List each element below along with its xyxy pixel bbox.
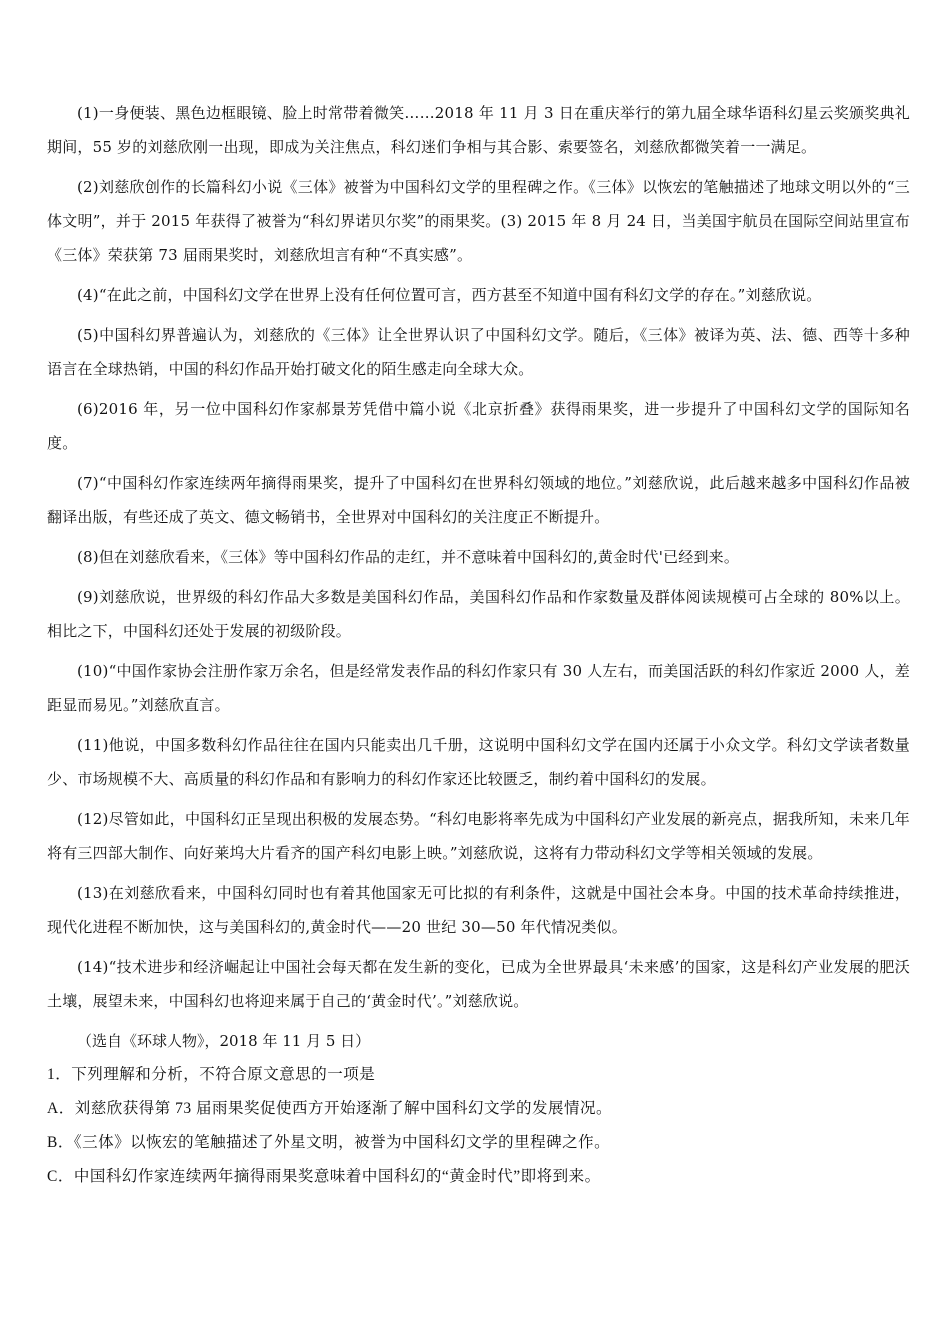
article-source: （选自《环球人物》，2018 年 11 月 5 日）: [77, 1032, 371, 1050]
paragraph-10: (10)“中国作家协会注册作家万余名，但是经常发表作品的科幻作家只有 30 人左右，而美国活跃的科幻作家近 2000 人，差距显而易见。”刘慈欣直言。: [47, 662, 910, 714]
paragraph-7: (7)“中国科幻作家连续两年摘得雨果奖，提升了中国科幻在世界科幻领域的地位。”刘慈欣说，此后越来越多中国科幻作品被翻译出版，有些还成了英文、德文畅销书，全世界对中国科幻的关注度正不断提升。: [47, 474, 910, 526]
paragraph-12: (12)尽管如此，中国科幻正呈现出积极的发展态势。“科幻电影将率先成为中国科幻产业发展的新亮点，据我所知，未来几年将有三四部大制作、向好莱坞大片看齐的国产科幻电影上映。”刘慈欣说，这将有力带动科幻文学等相关领域的发展。: [47, 810, 910, 862]
option-b: B．《三体》以恢宏的笔触描述了外星文明，被誉为中国科幻文学的里程碑之作。: [47, 1134, 611, 1151]
paragraph-2: (2)刘慈欣创作的长篇科幻小说《三体》被誉为中国科幻文学的里程碑之作。《三体》以恢宏的笔触描述了地球文明以外的“三体文明”，并于 2015 年获得了被誉为“科幻界诺贝尔奖”的雨果奖。(3) 2015 年 8 月 24 日，当美国宇航员在国际空间站里宣布《三体》荣获第 73 届雨果奖时，刘慈欣坦言有种“不真实感”。: [47, 178, 910, 264]
paragraph-13: (13)在刘慈欣看来，中国科幻同时也有着其他国家无可比拟的有利条件，这就是中国社会本身。中国的技术革命持续推进，现代化进程不断加快，这与美国科幻的,黄金时代——20 世纪 30—50 年代情况类似。: [47, 884, 910, 936]
paragraph-11: (11)他说，中国多数科幻作品往往在国内只能卖出几千册，这说明中国科幻文学在国内还属于小众文学。科幻文学读者数量少、市场规模不大、高质量的科幻作品和有影响力的科幻作家还比较匮乏，制约着中国科幻的发展。: [47, 736, 910, 788]
paragraph-9: (9)刘慈欣说，世界级的科幻作品大多数是美国科幻作品，美国科幻作品和作家数量及群体阅读规模可占全球的 80%以上。相比之下，中国科幻还处于发展的初级阶段。: [47, 588, 910, 640]
question-block: [47, 1058, 910, 1194]
paragraph-8: (8)但在刘慈欣看来，《三体》等中国科幻作品的走红，并不意味着中国科幻的,黄金时代'已经到来。: [77, 548, 740, 566]
paragraph-14: (14)“技术进步和经济崛起让中国社会每天都在发生新的变化，已成为全世界最具‘未来感’的国家，这是科幻产业发展的肥沃土壤，展望未来，中国科幻也将迎来属于自己的‘黄金时代’。”刘慈欣说。: [47, 958, 910, 1010]
paragraph-1: (1)一身便装、黑色边框眼镜、脸上时常带着微笑……2018 年 11 月 3 日在重庆举行的第九届全球华语科幻星云奖颁奖典礼期间，55 岁的刘慈欣刚一出现，即成为关注焦点，科幻迷们争相与其合影、索要签名，刘慈欣都微笑着一一满足。: [47, 104, 910, 156]
option-a: A．刘慈欣获得第 73 届雨果奖促使西方开始逐渐了解中国科幻文学的发展情况。: [47, 1100, 612, 1117]
paragraph-5: (5)中国科幻界普遍认为，刘慈欣的《三体》让全世界认识了中国科幻文学。随后，《三体》被译为英、法、德、西等十多种语言在全球热销，中国的科幻作品开始打破文化的陌生感走向全球大众。: [47, 326, 910, 378]
question-stem: 1．下列理解和分析，不符合原文意思的一项是: [47, 1066, 376, 1083]
article-body: [47, 96, 910, 1058]
option-c: C．中国科幻作家连续两年摘得雨果奖意味着中国科幻的“黄金时代”即将到来。: [47, 1168, 601, 1185]
paragraph-4: (4)“在此之前，中国科幻文学在世界上没有任何位置可言，西方甚至不知道中国有科幻文学的存在。”刘慈欣说。: [77, 286, 822, 304]
paragraph-6: (6)2016 年，另一位中国科幻作家郝景芳凭借中篇小说《北京折叠》获得雨果奖，进一步提升了中国科幻文学的国际知名度。: [47, 400, 910, 452]
